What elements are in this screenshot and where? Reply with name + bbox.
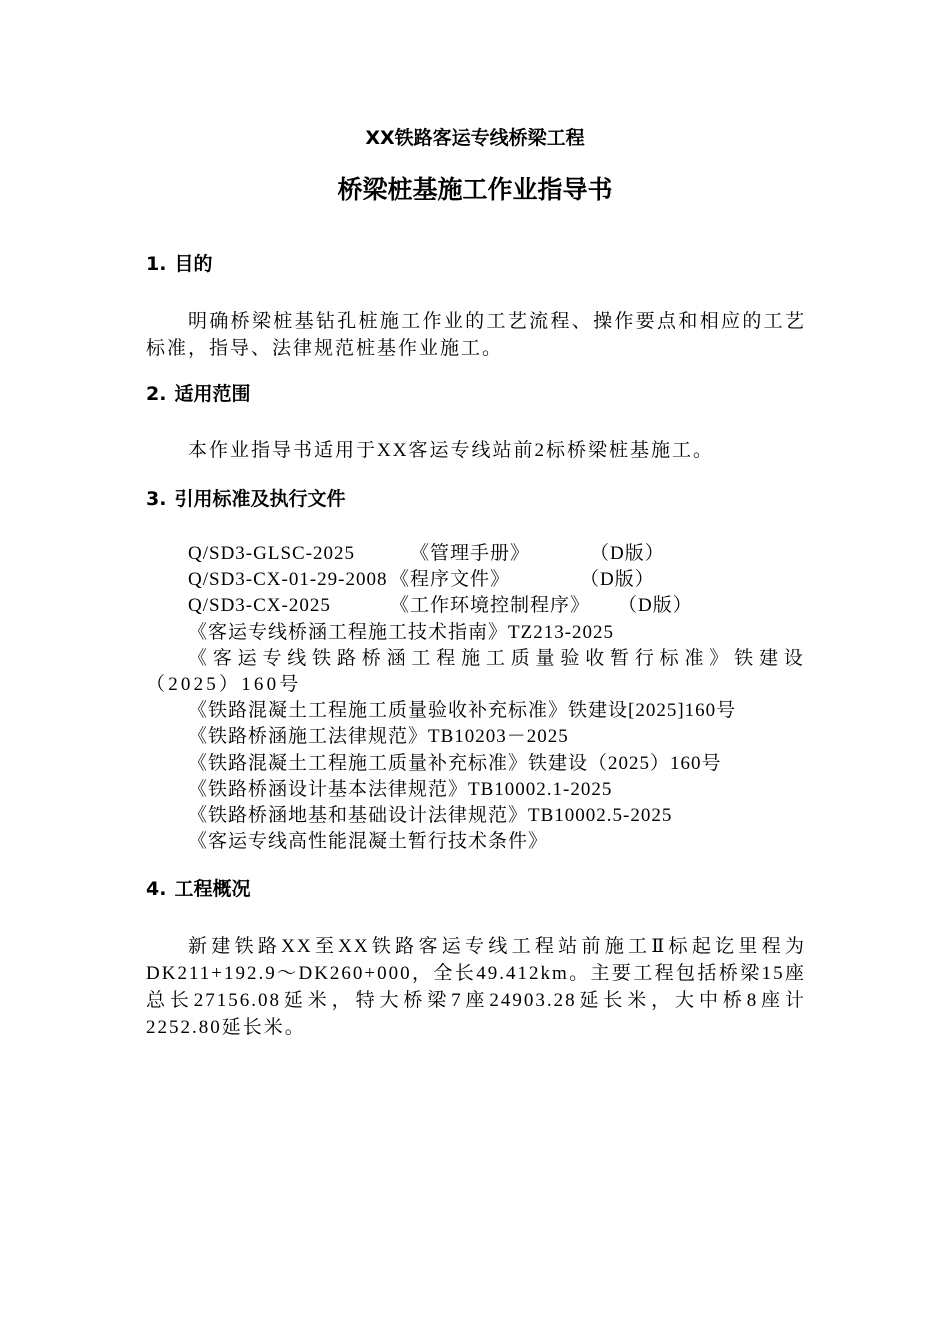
section-body-scope: 本作业指导书适用于XX客运专线站前2标桥梁桩基施工。 [188, 440, 714, 461]
section-title: 引用标准及执行文件 [174, 488, 346, 510]
reference-list [146, 541, 806, 855]
document-subtitle: XX铁路客运专线桥梁工程 [365, 127, 585, 149]
section-heading-overview [146, 875, 250, 903]
reference-item [146, 541, 806, 567]
reference-code: Q/SD3-CX-2025 [188, 595, 331, 617]
section-number: 2. [146, 383, 167, 405]
reference-item: 《铁路混凝土工程施工质量验收补充标准》铁建设[2025]160号 [188, 700, 737, 722]
reference-version: （D版） [580, 569, 655, 591]
reference-name: 《管理手册》 [410, 543, 531, 564]
reference-name: 《工作环境控制程序》 [390, 595, 591, 617]
reference-code: Q/SD3-GLSC-2025 [188, 543, 356, 564]
reference-item: 《铁路混凝土工程施工质量补充标准》铁建设（2025）160号 [188, 752, 722, 774]
reference-version: （D版） [618, 595, 693, 617]
document-title: 桥梁桩基施工作业指导书 [337, 175, 613, 204]
reference-item: 《铁路桥涵设计基本法律规范》TB10002.1-2025 [188, 778, 613, 800]
reference-item [146, 593, 806, 619]
reference-code: Q/SD3-CX-01-29-2008 [188, 569, 388, 591]
reference-item: 《客运专线桥涵工程施工技术指南》TZ213-2025 [188, 621, 615, 643]
section-title: 工程概况 [174, 878, 251, 900]
reference-name: 《程序文件》 [390, 569, 511, 591]
section-heading-scope [146, 380, 250, 408]
reference-item: 《铁路桥涵地基和基础设计法律规范》TB10002.5-2025 [188, 805, 673, 827]
reference-item: 《客运专线铁路桥涵工程施工质量验收暂行标准》铁建设（2025）160号 [146, 647, 806, 696]
section-title: 目的 [174, 253, 213, 275]
section-heading-purpose [146, 250, 212, 278]
section-number: 1. [146, 253, 167, 275]
section-heading-references [146, 485, 345, 513]
section-body-overview: 新建铁路XX至XX铁路客运专线工程站前施工Ⅱ标起讫里程为DK211+192.9～DK260+000，全长49.412km。主要工程包括桥梁15座总长27156.08延米，特大桥梁7座24903.28延长米，大中桥8座计2252.80延长米。 [146, 936, 806, 1038]
reference-version: （D版） [590, 543, 665, 564]
section-number: 4. [146, 878, 167, 900]
reference-item: 《铁路桥涵施工法律规范》TB10203－2025 [188, 726, 569, 748]
section-number: 3. [146, 488, 167, 510]
reference-item [146, 567, 806, 593]
section-title: 适用范围 [174, 383, 251, 405]
section-body-purpose: 明确桥梁桩基钻孔桩施工作业的工艺流程、操作要点和相应的工艺标准，指导、法律规范桩基作业施工。 [146, 311, 806, 359]
reference-item: 《客运专线高性能混凝土暂行技术条件》 [188, 831, 549, 853]
